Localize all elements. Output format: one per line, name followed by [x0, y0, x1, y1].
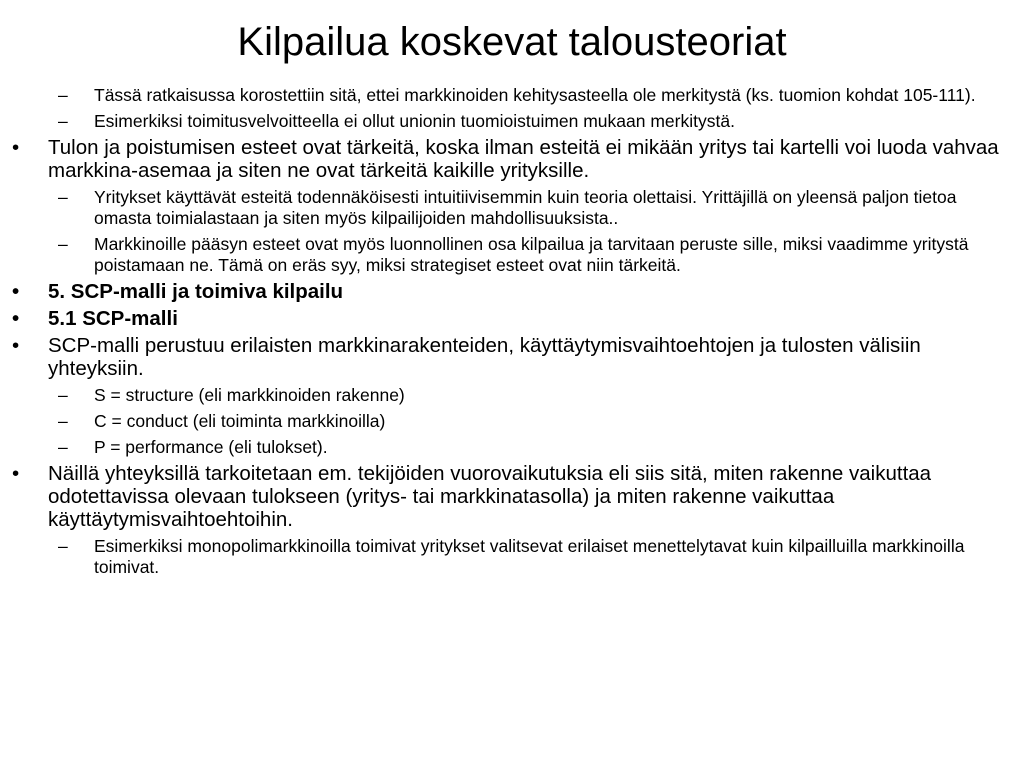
- item-text: C = conduct (eli toiminta markkinoilla): [94, 411, 386, 431]
- item-text: Tulon ja poistumisen esteet ovat tärkeitä, koska ilman esteitä ei mikään yritys tai kartelli voi luoda vahvaa markkina-asemaa ja siten ne ovat tärkeitä kaikille yrityksille.: [48, 136, 999, 182]
- sub-bullet-item: [0, 111, 1024, 132]
- slide-title: Kilpailua koskevat talousteoriat: [237, 20, 787, 64]
- bullet-marker: •: [12, 307, 20, 330]
- bullet-item: [0, 334, 1024, 380]
- sub-bullet-item: [0, 411, 1024, 432]
- item-text: Yritykset käyttävät esteitä todennäköisesti intuitiivisemmin kuin teoria olettaisi. Yrittäjillä on yleensä paljon tietoa omasta toimialastaan ja siten myös kilpailijoiden mahdollisuuksista..: [94, 187, 957, 228]
- item-text: Tässä ratkaisussa korostettiin sitä, ettei markkinoiden kehitysasteella ole merkitystä (ks. tuomion kohdat 105-111).: [94, 85, 976, 105]
- sub-bullet-item: [0, 234, 1024, 276]
- dash-marker: –: [58, 385, 68, 405]
- dash-marker: –: [58, 187, 68, 207]
- item-text: S = structure (eli markkinoiden rakenne): [94, 385, 405, 405]
- dash-marker: –: [58, 411, 68, 431]
- item-text: Markkinoille pääsyn esteet ovat myös luonnollinen osa kilpailua ja tarvitaan peruste sille, miksi vaadimme yritystä poistamaan ne. Tämä on eräs syy, miksi strategiset esteet ovat niin tärkeitä.: [94, 234, 969, 275]
- dash-marker: –: [58, 437, 68, 457]
- item-text: Esimerkiksi toimitusvelvoitteella ei ollut unionin tuomioistuimen mukaan merkitystä.: [94, 111, 735, 131]
- bullet-item: [0, 307, 1024, 330]
- item-text: 5. SCP-malli ja toimiva kilpailu: [48, 280, 344, 303]
- slide-content: [0, 80, 1024, 578]
- sub-bullet-item: [0, 187, 1024, 229]
- bullet-item: [0, 280, 1024, 303]
- item-text: SCP-malli perustuu erilaisten markkinarakenteiden, käyttäytymisvaihtoehtojen ja tulosten välisiin yhteyksiin.: [48, 334, 921, 380]
- bullet-item: [0, 462, 1024, 531]
- bullet-marker: •: [12, 334, 20, 357]
- bullet-marker: •: [12, 136, 20, 159]
- bullet-item: [0, 136, 1024, 182]
- dash-marker: –: [58, 234, 68, 254]
- sub-bullet-item: [0, 85, 1024, 106]
- dash-marker: –: [58, 85, 68, 105]
- sub-bullet-item: [0, 536, 1024, 578]
- dash-marker: –: [58, 536, 68, 556]
- dash-marker: –: [58, 111, 68, 131]
- item-text: Näillä yhteyksillä tarkoitetaan em. tekijöiden vuorovaikutuksia eli siis sitä, miten rakenne vaikuttaa odotettavissa olevaan tulokseen (yritys- tai markkinatasolla) ja miten rakenne vaikuttaa käyttäytymisvaihtoehtoihin.: [48, 462, 932, 531]
- bullet-marker: •: [12, 280, 20, 303]
- item-text: 5.1 SCP-malli: [48, 307, 178, 330]
- item-text: Esimerkiksi monopolimarkkinoilla toimivat yritykset valitsevat erilaiset menettelytavat kuin kilpailluilla markkinoilla toimivat.: [94, 536, 965, 577]
- sub-bullet-item: [0, 437, 1024, 458]
- sub-bullet-item: [0, 385, 1024, 406]
- item-text: P = performance (eli tulokset).: [94, 437, 328, 457]
- bullet-marker: •: [12, 462, 20, 485]
